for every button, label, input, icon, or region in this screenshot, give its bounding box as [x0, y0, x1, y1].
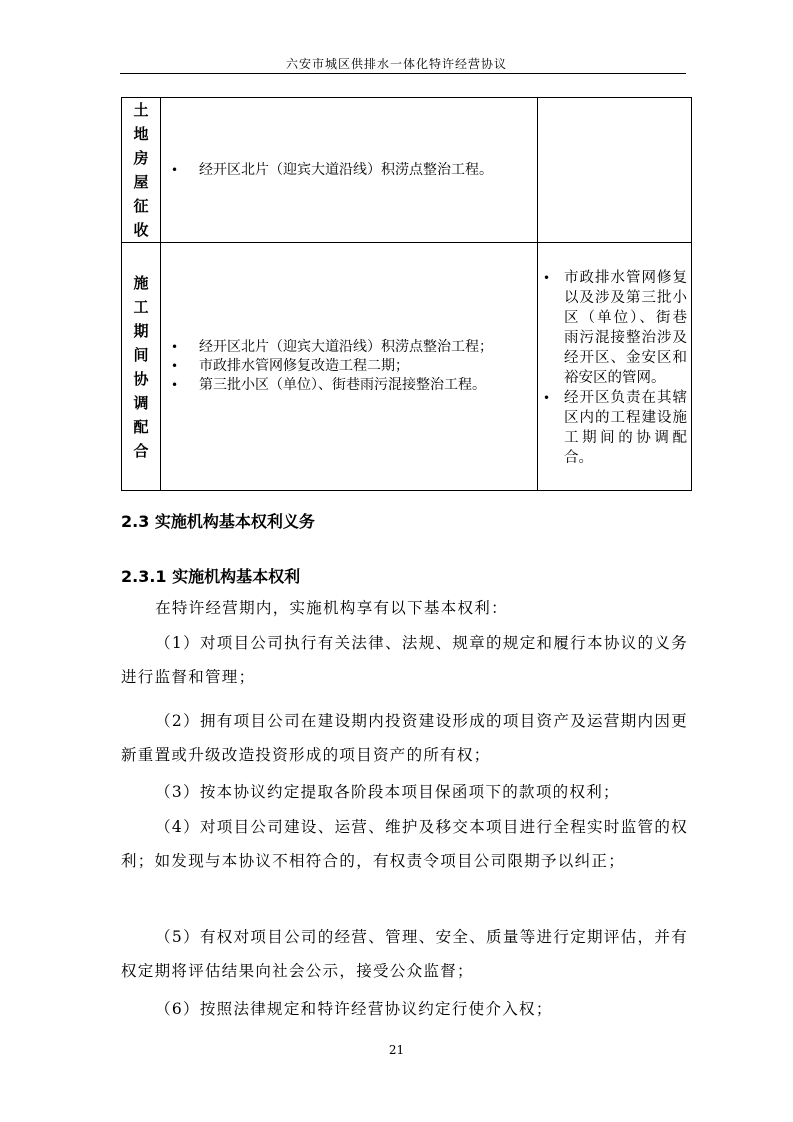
- row-side-cell: [538, 98, 692, 243]
- table-row: [122, 243, 692, 491]
- row-main-cell: [161, 98, 538, 243]
- row-side-cell: [538, 243, 692, 491]
- paragraph: （3）按本协议约定提取各阶段本项目保函项下的款项的权利；: [155, 783, 620, 801]
- list-item: • 第三批小区（单位）、街巷雨污混接整治工程。: [171, 377, 486, 393]
- header-title: 六安市城区供排水一体化特许经营协议: [285, 57, 507, 71]
- list-item: • 经开区负责在其辖区内的工程建设施工期间的协调配合。: [543, 389, 687, 466]
- row-label-cell: [122, 98, 161, 243]
- list-item: • 市政排水管网修复以及涉及第三批小区（单位）、街巷雨污混接整治涉及经开区、金安区和裕安区的管网。: [543, 269, 687, 386]
- header-rule: [120, 73, 686, 74]
- list-item: • 经开区北片（迎宾大道沿线）积涝点整治工程；: [171, 339, 493, 355]
- bullet-icon: •: [171, 162, 179, 177]
- section-heading: 2.3 实施机构基本权利义务: [121, 512, 315, 531]
- list-item: • 市政排水管网修复改造工程二期；: [171, 358, 409, 374]
- paragraph: （2）拥有项目公司在建设期内投资建设形成的项目资产及运营期内因更新重置或升级改造投资形成的项目资产的所有权；: [121, 712, 688, 764]
- bullet-icon: •: [543, 270, 551, 285]
- page-number: 21: [388, 1043, 405, 1057]
- table-row: [122, 98, 692, 243]
- paragraph: （4）对项目公司建设、运营、维护及移交本项目进行全程实时监管的权利；如发现与本协议不相符合的，有权责令项目公司限期予以纠正；: [121, 818, 688, 870]
- subsection-heading: 2.3.1 实施机构基本权利: [121, 567, 301, 586]
- bullet-icon: •: [543, 390, 551, 405]
- paragraph: （1）对项目公司执行有关法律、法规、规章的规定和履行本协议的义务进行监督和管理；: [121, 634, 688, 686]
- row-label-cell: [122, 243, 161, 491]
- row-label: 施 工 期 间 协 调 配 合: [133, 273, 149, 460]
- paragraph: （6）按照法律规定和特许经营协议约定行使介入权；: [155, 1000, 553, 1018]
- row-label: 土 地 房 屋 征 收: [133, 101, 149, 239]
- list-item: • 经开区北片（迎宾大道沿线）积涝点整治工程。: [171, 161, 493, 178]
- bullet-icon: •: [171, 378, 179, 392]
- paragraph: 在特许经营期内，实施机构享有以下基本权利：: [155, 599, 508, 617]
- bullet-icon: •: [171, 359, 179, 373]
- bullet-icon: •: [171, 340, 179, 354]
- responsibility-table: [121, 97, 692, 491]
- paragraph: （5）有权对项目公司的经营、管理、安全、质量等进行定期评估，并有权定期将评估结果向社会公示，接受公众监督；: [121, 928, 688, 980]
- row-main-cell: [161, 243, 538, 491]
